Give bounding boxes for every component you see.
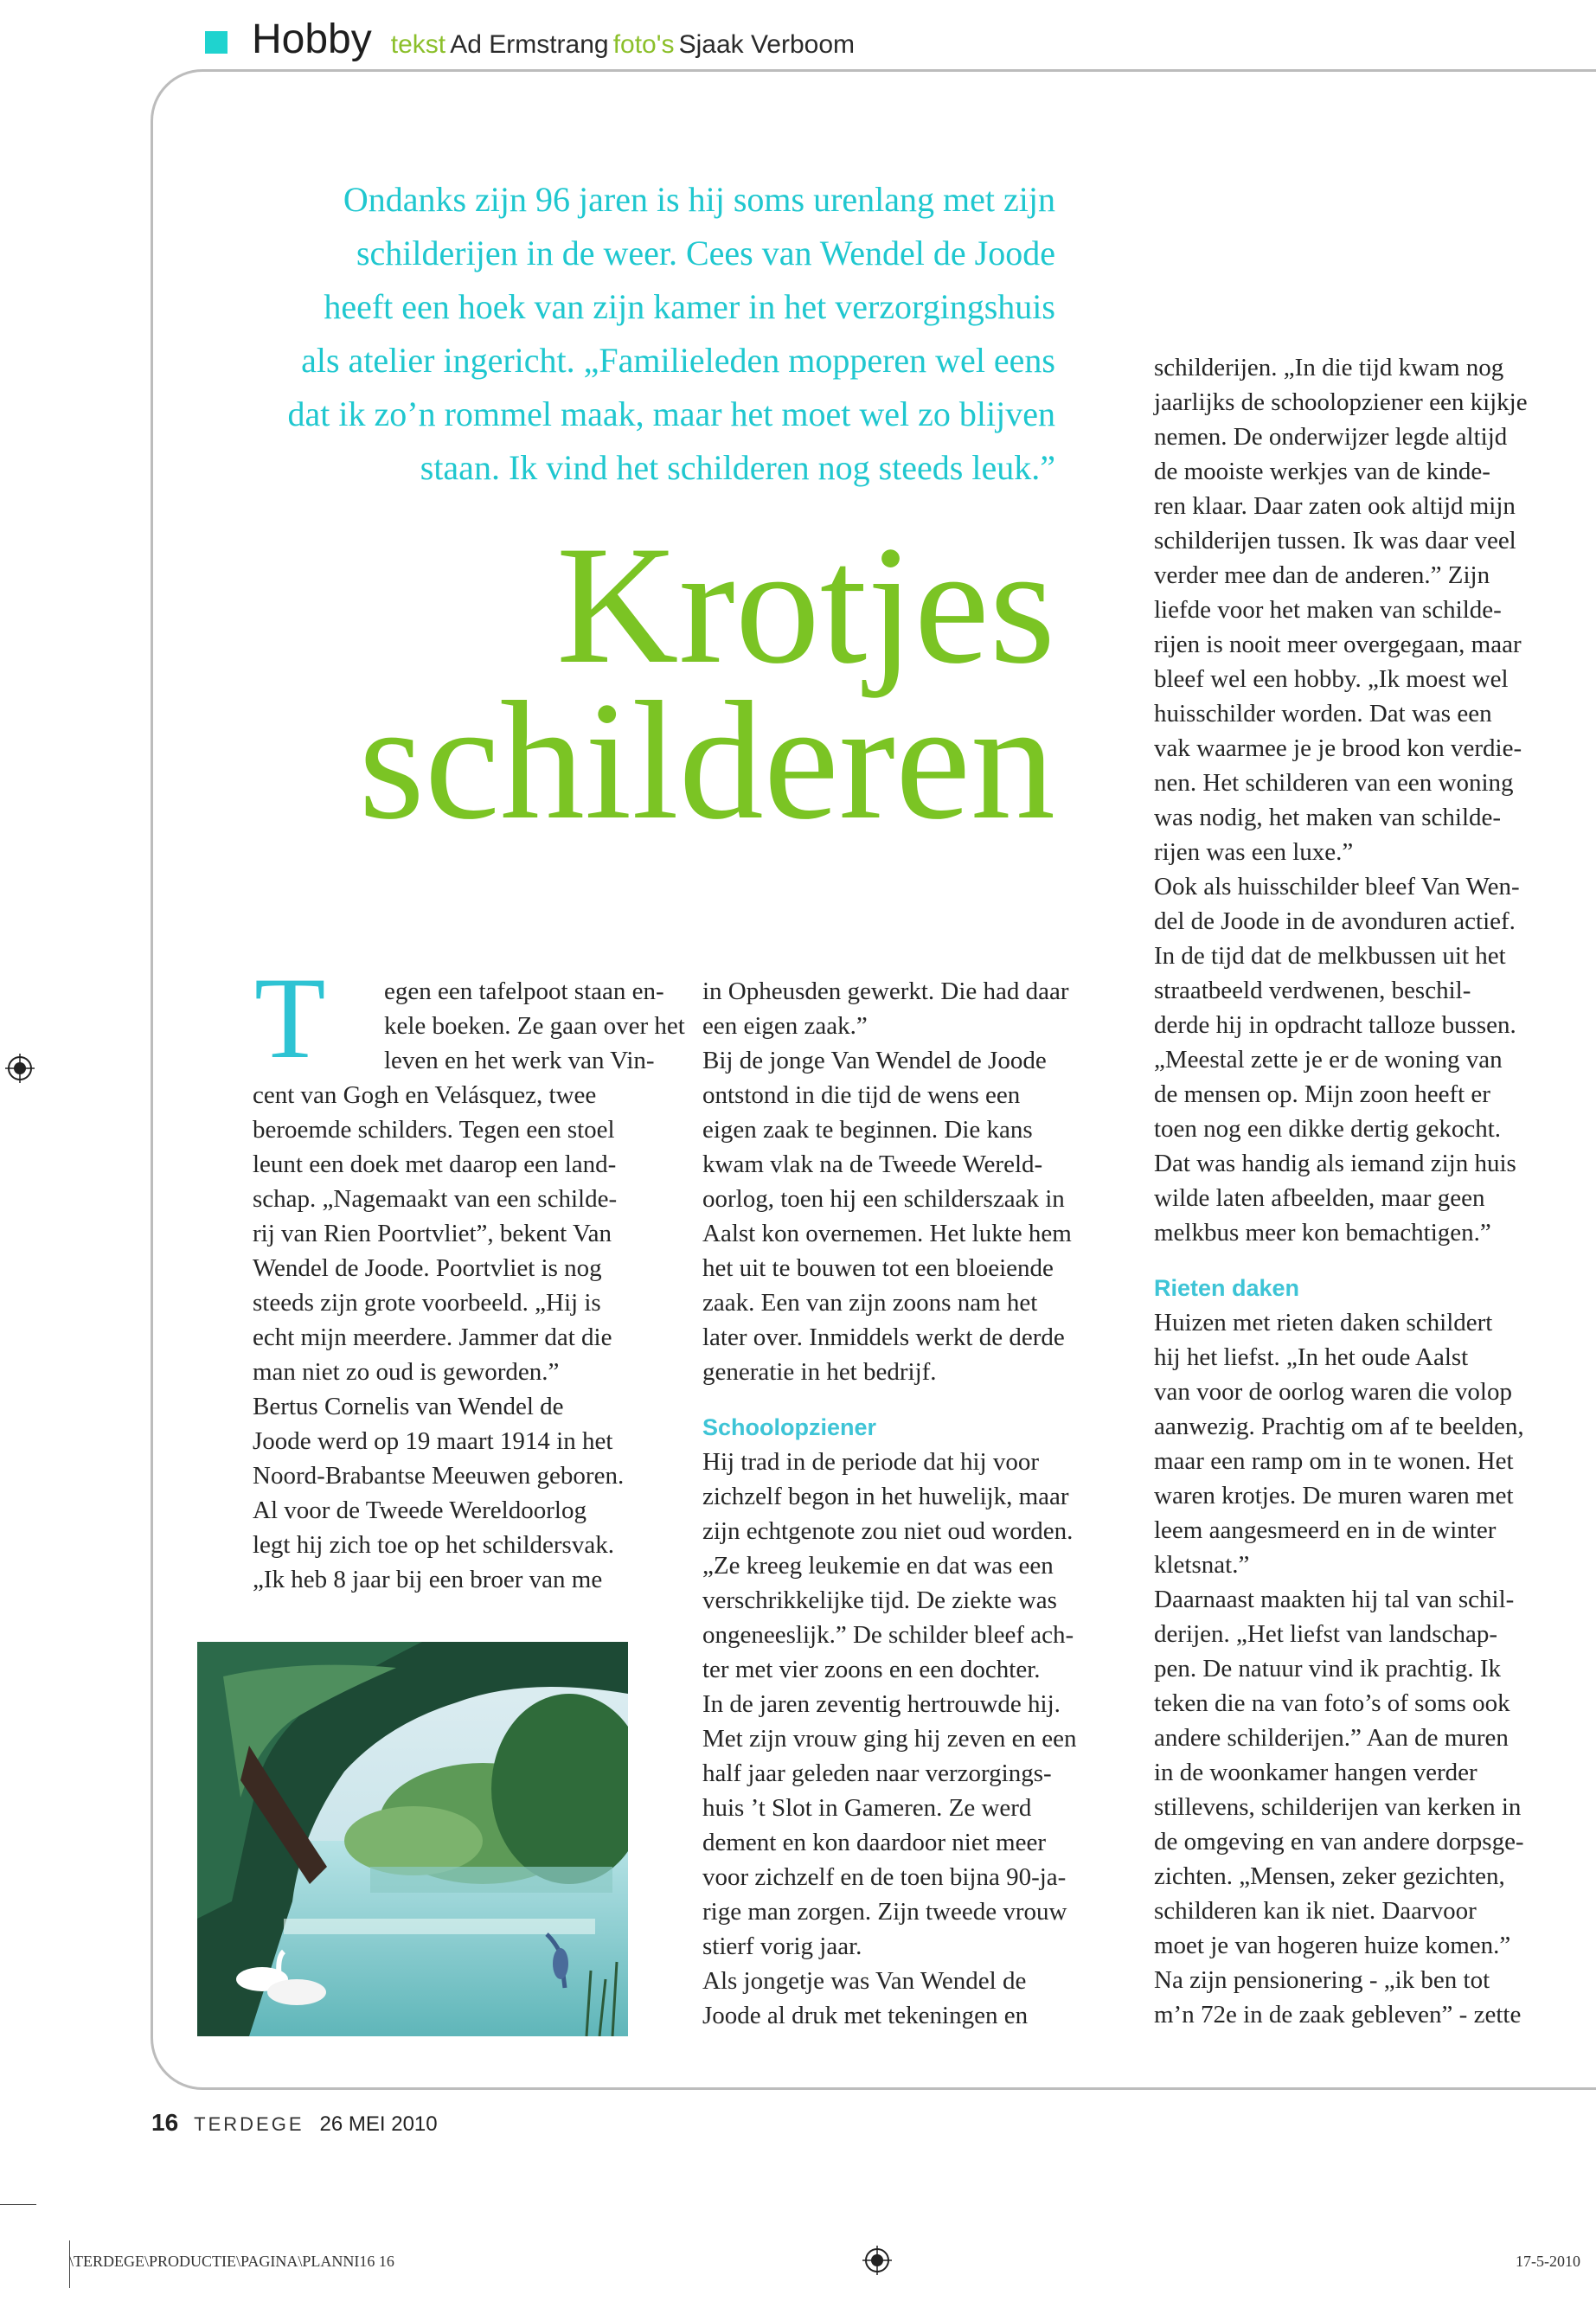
body-line: in Opheusden gewerkt. Die had daar bbox=[702, 977, 1069, 1005]
intro-line: als atelier ingericht. „Familieleden mopperen wel eens bbox=[301, 341, 1055, 380]
body-line: liefde voor het maken van schilde- bbox=[1154, 596, 1502, 624]
registration-mark-icon bbox=[5, 1054, 35, 1083]
body-line: melkbus meer kon bemachtigen.” bbox=[1154, 1219, 1491, 1247]
body-line: derijen. „Het liefst van landschap- bbox=[1154, 1620, 1497, 1648]
title-line: Krotjes bbox=[556, 511, 1055, 699]
body-line: Aalst kon overnemen. Het lukte hem bbox=[702, 1220, 1072, 1247]
body-line: teken die na van foto’s of soms ook bbox=[1154, 1689, 1510, 1717]
intro-line: Ondanks zijn 96 jaren is hij soms urenlang met zijn bbox=[343, 180, 1055, 219]
body-line: leem aangesmeerd en in de winter bbox=[1154, 1516, 1497, 1544]
intro-paragraph bbox=[216, 173, 1055, 495]
body-line: andere schilderijen.” Aan de muren bbox=[1154, 1724, 1509, 1752]
drop-cap: T bbox=[254, 954, 326, 1083]
body-line: man niet zo oud is geworden.” bbox=[253, 1358, 560, 1386]
body-line: cent van Gogh en Velásquez, twee bbox=[253, 1081, 597, 1109]
body-line: Na zijn pensionering - „ik ben tot bbox=[1154, 1966, 1490, 1994]
body-line: een eigen zaak.” bbox=[702, 1012, 868, 1040]
body-line: rige man zorgen. Zijn tweede vrouw bbox=[702, 1898, 1067, 1926]
body-line: maar een ramp om in te wonen. Het bbox=[1154, 1447, 1514, 1475]
body-line: eigen zaak te beginnen. Die kans bbox=[702, 1116, 1033, 1144]
section-label: Hobby bbox=[252, 16, 372, 62]
body-line: schilderijen tussen. Ik was daar veel bbox=[1154, 527, 1516, 554]
title-line: schilderen bbox=[358, 667, 1055, 855]
page-footer bbox=[151, 2109, 438, 2137]
intro-line: staan. Ik vind het schilderen nog steeds leuk.” bbox=[420, 448, 1055, 487]
body-line: Bertus Cornelis van Wendel de bbox=[253, 1393, 564, 1420]
body-line: nemen. De onderwijzer legde altijd bbox=[1154, 423, 1508, 451]
body-line: Wendel de Joode. Poortvliet is nog bbox=[253, 1254, 602, 1282]
body-line: Met zijn vrouw ging hij zeven en een bbox=[702, 1725, 1077, 1753]
body-line: In de jaren zeventig hertrouwde hij. bbox=[702, 1690, 1061, 1718]
body-line: rijen was een luxe.” bbox=[1154, 838, 1354, 866]
body-line: van voor de oorlog waren die volop bbox=[1154, 1378, 1512, 1406]
intro-line: heeft een hoek van zijn kamer in het verzorgingshuis bbox=[324, 287, 1055, 326]
body-line: schilderen kan ik niet. Daarvoor bbox=[1154, 1897, 1477, 1925]
body-line: Als jongetje was Van Wendel de bbox=[702, 1967, 1027, 1995]
body-line: hij het liefst. „In het oude Aalst bbox=[1154, 1343, 1469, 1371]
body-line: zijn echtgenote zou niet oud worden. bbox=[702, 1517, 1074, 1545]
body-line: Al voor de Tweede Wereldoorlog bbox=[253, 1497, 586, 1524]
crop-mark bbox=[0, 2204, 36, 2205]
body-line: „Meestal zette je er de woning van bbox=[1154, 1046, 1503, 1074]
body-line: moet je van hogeren huize komen.” bbox=[1154, 1932, 1511, 1959]
body-line: steeds zijn grote voorbeeld. „Hij is bbox=[253, 1289, 601, 1317]
body-line: Hij trad in de periode dat hij voor bbox=[702, 1448, 1039, 1476]
body-line: echt mijn meerdere. Jammer dat die bbox=[253, 1324, 612, 1351]
article-title bbox=[260, 511, 1055, 855]
body-line: kwam vlak na de Tweede Wereld- bbox=[702, 1150, 1043, 1178]
body-line: zaak. Een van zijn zoons nam het bbox=[702, 1289, 1038, 1317]
body-line: de omgeving en van andere dorpsge- bbox=[1154, 1828, 1524, 1856]
body-line: zichten. „Mensen, zeker gezichten, bbox=[1154, 1862, 1505, 1890]
body-line: rijen is nooit meer overgegaan, maar bbox=[1154, 631, 1522, 658]
body-line: huis ’t Slot in Gameren. Ze werd bbox=[702, 1794, 1032, 1822]
body-line: legt hij zich toe op het schildersvak. bbox=[253, 1531, 614, 1559]
body-line: oorlog, toen hij een schilderszaak in bbox=[702, 1185, 1065, 1213]
body-line: zichzelf begon in het huwelijk, maar bbox=[702, 1483, 1069, 1510]
body-line: In de tijd dat de melkbussen uit het bbox=[1154, 942, 1506, 970]
body-line: rij van Rien Poortvliet”, bekent Van bbox=[253, 1220, 612, 1247]
body-line: Bij de jonge Van Wendel de Joode bbox=[702, 1047, 1047, 1074]
body-line: generatie in het bedrijf. bbox=[702, 1358, 937, 1386]
issue-date: 26 MEI 2010 bbox=[319, 2112, 438, 2136]
text-credit-label: tekst bbox=[390, 30, 446, 59]
body-line: later over. Inmiddels werkt de derde bbox=[702, 1324, 1065, 1351]
intro-line: dat ik zo’n rommel maak, maar het moet wel zo blijven bbox=[287, 394, 1055, 433]
body-line: Ook als huisschilder bleef Van Wen- bbox=[1154, 873, 1520, 901]
body-line: wilde laten afbeelden, maar geen bbox=[1154, 1184, 1485, 1212]
body-line: de mooiste werkjes van de kinde- bbox=[1154, 458, 1490, 485]
body-line: Joode al druk met tekeningen en bbox=[702, 2002, 1029, 2029]
body-line: m’n 72e in de zaak gebleven” - zette bbox=[1154, 2001, 1522, 2029]
body-column-3 bbox=[1154, 350, 1574, 2032]
body-line: was nodig, het maken van schilde- bbox=[1154, 804, 1502, 831]
body-line: nen. Het schilderen van een woning bbox=[1154, 769, 1514, 797]
body-line: ter met vier zoons en een dochter. bbox=[702, 1656, 1041, 1683]
body-line: kletsnat.” bbox=[1154, 1551, 1250, 1579]
body-line: stierf vorig jaar. bbox=[702, 1932, 862, 1960]
body-line: Daarnaast maakten hij tal van schil- bbox=[1154, 1586, 1515, 1613]
print-slug-path: \TERDEGE\PRODUCTIE\PAGINA\PLANNI16 16 bbox=[69, 2253, 394, 2270]
intro-line: schilderijen in de weer. Cees van Wendel de Joode bbox=[356, 234, 1055, 272]
body-line: straatbeeld verdwenen, beschil- bbox=[1154, 977, 1471, 1004]
body-column-2 bbox=[702, 974, 1122, 2033]
body-line: de mensen op. Mijn zoon heeft er bbox=[1154, 1080, 1490, 1108]
body-line: kele boeken. Ze gaan over het bbox=[384, 1012, 685, 1040]
body-line: „Ze kreeg leukemie en dat was een bbox=[702, 1552, 1054, 1580]
subheading: Schoolopziener bbox=[702, 1414, 877, 1440]
body-line: Noord-Brabantse Meeuwen geboren. bbox=[253, 1462, 625, 1490]
body-line: ontstond in die tijd de wens een bbox=[702, 1081, 1021, 1109]
body-line: pen. De natuur vind ik prachtig. Ik bbox=[1154, 1655, 1502, 1682]
body-line: in de woonkamer hangen verder bbox=[1154, 1759, 1477, 1786]
photo-credit-label: foto's bbox=[612, 30, 675, 59]
page-header bbox=[203, 16, 855, 67]
body-line: verder mee dan de anderen.” Zijn bbox=[1154, 561, 1490, 589]
body-line: half jaar geleden naar verzorgings- bbox=[702, 1759, 1052, 1787]
print-slug-date: 17-5-2010 bbox=[1516, 2253, 1580, 2270]
body-line: Dat was handig als iemand zijn huis bbox=[1154, 1150, 1516, 1177]
body-line: derde hij in opdracht talloze bussen. bbox=[1154, 1011, 1516, 1039]
body-line: beroemde schilders. Tegen een stoel bbox=[253, 1116, 615, 1144]
body-line: stillevens, schilderijen van kerken in bbox=[1154, 1793, 1522, 1821]
body-line: vak waarmee je je brood kon verdie- bbox=[1154, 734, 1522, 762]
body-line: jaarlijks de schoolopziener een kijkje bbox=[1154, 388, 1528, 416]
body-line: schilderijen. „In die tijd kwam nog bbox=[1154, 354, 1504, 381]
body-line: Huizen met rieten daken schildert bbox=[1154, 1309, 1493, 1336]
body-line: verschrikkelijke tijd. De ziekte was bbox=[702, 1586, 1057, 1614]
registration-mark-icon bbox=[862, 2246, 892, 2275]
body-line: leven en het werk van Vin- bbox=[384, 1047, 655, 1074]
body-line: huisschilder worden. Dat was een bbox=[1154, 700, 1492, 727]
photographer-name: Sjaak Verboom bbox=[678, 30, 856, 59]
painting-photo bbox=[197, 1642, 628, 2036]
author-name: Ad Ermstrang bbox=[450, 30, 609, 59]
body-line: egen een tafelpoot staan en- bbox=[384, 977, 664, 1005]
body-line: leunt een doek met daarop een land- bbox=[253, 1150, 617, 1178]
body-line: ren klaar. Daar zaten ook altijd mijn bbox=[1154, 492, 1516, 520]
body-line: „Ik heb 8 jaar bij een broer van me bbox=[253, 1566, 603, 1593]
body-line: ongeneeslijk.” De schilder bleef ach- bbox=[702, 1621, 1074, 1649]
body-line: voor zichzelf en de toen bijna 90-ja- bbox=[702, 1863, 1067, 1891]
body-line: del de Joode in de avonduren actief. bbox=[1154, 907, 1516, 935]
magazine-name: TERDEGE bbox=[194, 2113, 304, 2135]
body-line: het uit te bouwen tot een bloeiende bbox=[702, 1254, 1054, 1282]
subheading: Rieten daken bbox=[1154, 1275, 1300, 1301]
body-line: dement en kon daardoor niet meer bbox=[702, 1829, 1046, 1856]
body-line: aanwezig. Prachtig om af te beelden, bbox=[1154, 1413, 1524, 1440]
body-line: bleef wel een hobby. „Ik moest wel bbox=[1154, 665, 1509, 693]
body-line: toen nog een dikke dertig gekocht. bbox=[1154, 1115, 1502, 1143]
page-number: 16 bbox=[151, 2109, 179, 2136]
body-line: schap. „Nagemaakt van een schilde- bbox=[253, 1185, 618, 1213]
body-line: waren krotjes. De muren waren met bbox=[1154, 1482, 1514, 1509]
body-line: Joode werd op 19 maart 1914 in het bbox=[253, 1427, 613, 1455]
body-column-1 bbox=[253, 974, 685, 1597]
